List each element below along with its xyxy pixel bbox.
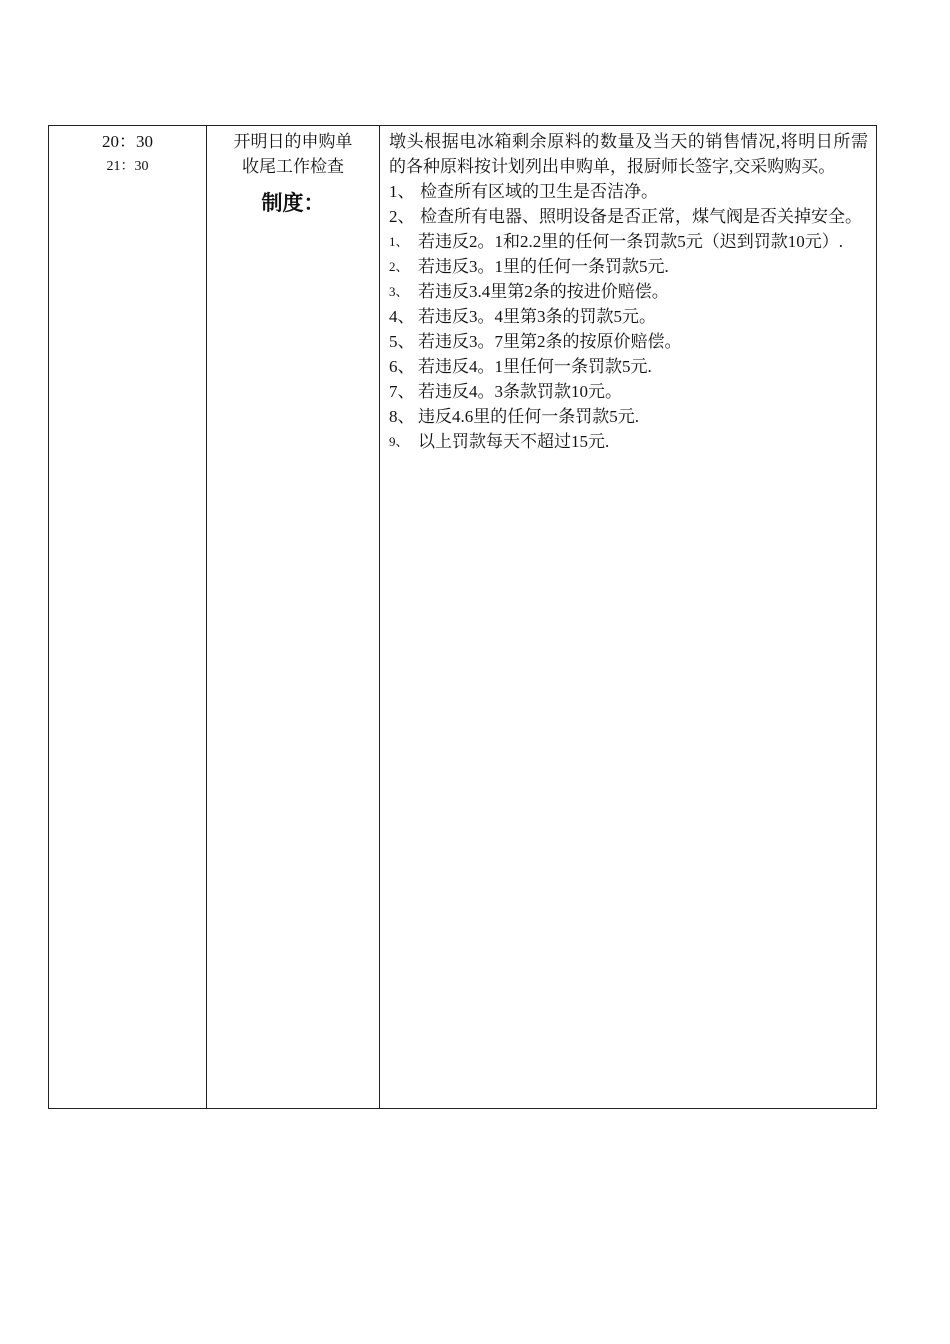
penalty-item (389, 229, 868, 254)
list-number: 3、 (389, 284, 409, 299)
task-purchase-order: 开明日的申购单 (233, 132, 353, 151)
check-item (389, 204, 868, 229)
list-text: 若违反3。1里的任何一条罚款5元. (418, 257, 669, 276)
end-time: 21：30 (106, 159, 149, 174)
penalty-item (389, 354, 868, 379)
task-closing-check: 收尾工作检查 (242, 157, 344, 176)
list-text: 检查所有电器、照明设备是否正常，煤气阀是否关掉安全。 (420, 207, 862, 226)
list-number: 4、 (389, 307, 415, 326)
list-text: 以上罚款每天不超过15元. (418, 432, 610, 451)
list-number: 1、 (389, 182, 415, 201)
list-text: 若违反4。1里任何一条罚款5元. (418, 357, 652, 376)
list-number: 2、 (389, 207, 415, 226)
list-text: 若违反2。1和2.2里的任何一条罚款5元（迟到罚款10元）. (418, 232, 843, 251)
list-number: 8、 (389, 407, 415, 426)
check-item (389, 179, 868, 204)
list-number: 6、 (389, 357, 415, 376)
start-time: 20：30 (102, 132, 153, 151)
list-text: 若违反3。7里第2条的按原价赔偿。 (418, 332, 682, 351)
content-cell (380, 126, 876, 1108)
task-cell (207, 126, 380, 1108)
list-number: 2、 (389, 259, 409, 274)
purchase-paragraph: 墩头根据电冰箱剩余原料的数量及当天的销售情况,将明日所需的各种原料按计划列出申购单，报厨师长签字,交采购购买。 (389, 132, 868, 176)
penalty-item (389, 379, 868, 404)
penalty-item (389, 279, 868, 304)
list-text: 违反4.6里的任何一条罚款5元. (418, 407, 639, 426)
penalty-item (389, 254, 868, 279)
list-number: 1、 (389, 234, 409, 249)
list-text: 检查所有区域的卫生是否洁净。 (420, 182, 658, 201)
penalty-item (389, 329, 868, 354)
penalty-item (389, 304, 868, 329)
penalty-item (389, 404, 868, 429)
list-text: 若违反3.4里第2条的按进价赔偿。 (418, 282, 669, 301)
schedule-table (48, 125, 877, 1109)
time-cell (49, 126, 207, 1108)
rules-heading: 制度： (261, 191, 325, 215)
list-text: 若违反3。4里第3条的罚款5元。 (418, 307, 656, 326)
list-number: 9、 (389, 434, 409, 449)
list-number: 7、 (389, 382, 415, 401)
penalty-item (389, 429, 868, 454)
list-text: 若违反4。3条款罚款10元。 (418, 382, 622, 401)
list-number: 5、 (389, 332, 415, 351)
